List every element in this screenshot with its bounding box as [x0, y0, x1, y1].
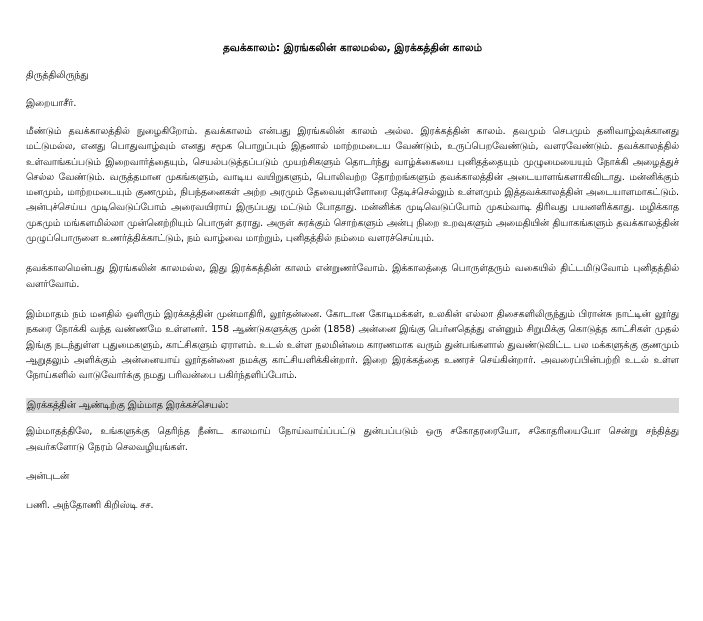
sender-line: திருத்திலிருந்து — [26, 70, 89, 81]
paragraph-lent-summary: தவக்காலமென்பது இரங்கலின் காலமல்ல, இது இரக்கத்தின் காலம் என்றுணர்வோம். இக்காலத்தை பொருள்தரும் வகையில் திட்டமிடுவோம் புனிதத்தில் வளர்வோம். — [26, 263, 679, 290]
closing-line: அன்புடன் — [26, 471, 70, 483]
paragraph-monthly-action: இம்மாதத்திலே, உங்களுக்கு தெரிந்த நீண்ட காலமாய் நோய்வாய்ப்பட்டு துன்பப்படும் ஒரு சகோதரரையோ, சகோதரியையோ சென்று சந்தித்து அவர்களோடு நேரம் செலவழியுங்கள். — [26, 426, 679, 453]
salutation: இறையாசீர். — [26, 98, 77, 109]
signature-line: பணி. அந்தோணி கிறிஸ்டி சச. — [26, 500, 154, 512]
paragraph-lent-intro: மீண்டும் தவக்காலத்தில் நுழைகிறோம். தவக்காலம் என்பது இரங்கலின் காலம் அல்ல. இரக்கத்தின் காலம். தவமும் செபமும் தனிவாழ்வுக்கானது மட்டுமல்ல, எனது பொதுவாழ்வும் எனது சமூக பொறுப்பும் இதனால் மாற்றமடைய வேண்டும், உருப்பெறவேண்டும், வளரவேண்டும். தவக்காலத்தில் உள்வாங்கப்படும் இறைவார்த்தையும், செயல்படுத்தப்படும் முயற்சிகளும் தொடர்ந்து வாழ்க்கையை புனிதத்தையும் முழுமையையும் நோக்கி அழைத்துச் செல்ல வேண்டும். வருத்தமான முகங்களும், வாடிய வயிறுகளும், பொலிவற்ற தோற்றங்களும் தவக்காலத்தின் அடையாளங்களாகிவிடாது. மன்னிக்கும் மனமும், மாற்றமடையும் குணமும், நிபந்தனைகள் அற்ற அரமும் தேவையுள்ளோரை தேடிச்செல்லும் உள்ளமும் இத்தவக்காலத்தின் அடையாளமாகட்டும். அன்புச்செய்ய முடிவெடுப்போம் அரைவயிராய் இருப்பது மட்டும் போதாது. மன்னிக்க முடிவெடுப்போம் முகம்வாடி திரிவது பயனளிக்காது. மழிக்காத முகமும் மங்களமில்லா முன்னெற்றியும் பொருள் தராது. அருள் சுரக்கும் சொற்களும் அன்பு நிறை உறவுகளும் அமைதியின் தியாகங்களும் தவக்காலத்தின் முழுப்பொருளை உணர்த்திக்காட்டும், நம் வாழ்வை மாற்றும், புனிதத்தில் நம்மை வளரச்செய்யும். — [26, 126, 679, 245]
document-title: தவக்காலம்: இரங்கலின் காலமல்ல, இரக்கத்தின் காலம் — [222, 42, 483, 54]
monthly-action-heading: இரக்கத்தின் ஆண்டிற்கு இம்மாத இரக்கச்செயல்: — [26, 398, 679, 413]
paragraph-lourdes: இம்மாதம் நம் மனதில் ஒளிரும் இரக்கத்தின் முன்மாதிரி, லூர்தன்னை. கோடான கோடிமக்கள், உலகின் எல்லா திசைகளிலிருந்தும் பிரான்சு நாட்டின் லூர்து நகரை நோக்கி வந்த வண்ணமே உள்ளனர். 158 ஆண்டுகளுக்கு முன் (1858) அன்னை இங்கு பெர்னதெத்து என்னும் சிறுமிக்கு கொடுத்த காட்சிகள் முதல் இங்கு நடந்துள்ள புதுமைகளும், காட்சிகளும் ஏராளம். உடல் உள்ள நலமின்மை காரணமாக வரும் துன்பங்களால் துவண்டுவிட்ட பல மக்களுக்கு குணமும் ஆறுதலும் அளிக்கும் அன்னையாய் லூர்தன்னை நமக்கு காட்சியளிக்கின்றார். இறை இரக்கத்தை உணரச் செய்கின்றார். அவரைப்பின்பற்றி உடல் உள்ள நோய்களில் வாடுவோர்க்கு நமது பரிவன்பை பகிர்ந்தளிப்போம். — [26, 308, 679, 382]
